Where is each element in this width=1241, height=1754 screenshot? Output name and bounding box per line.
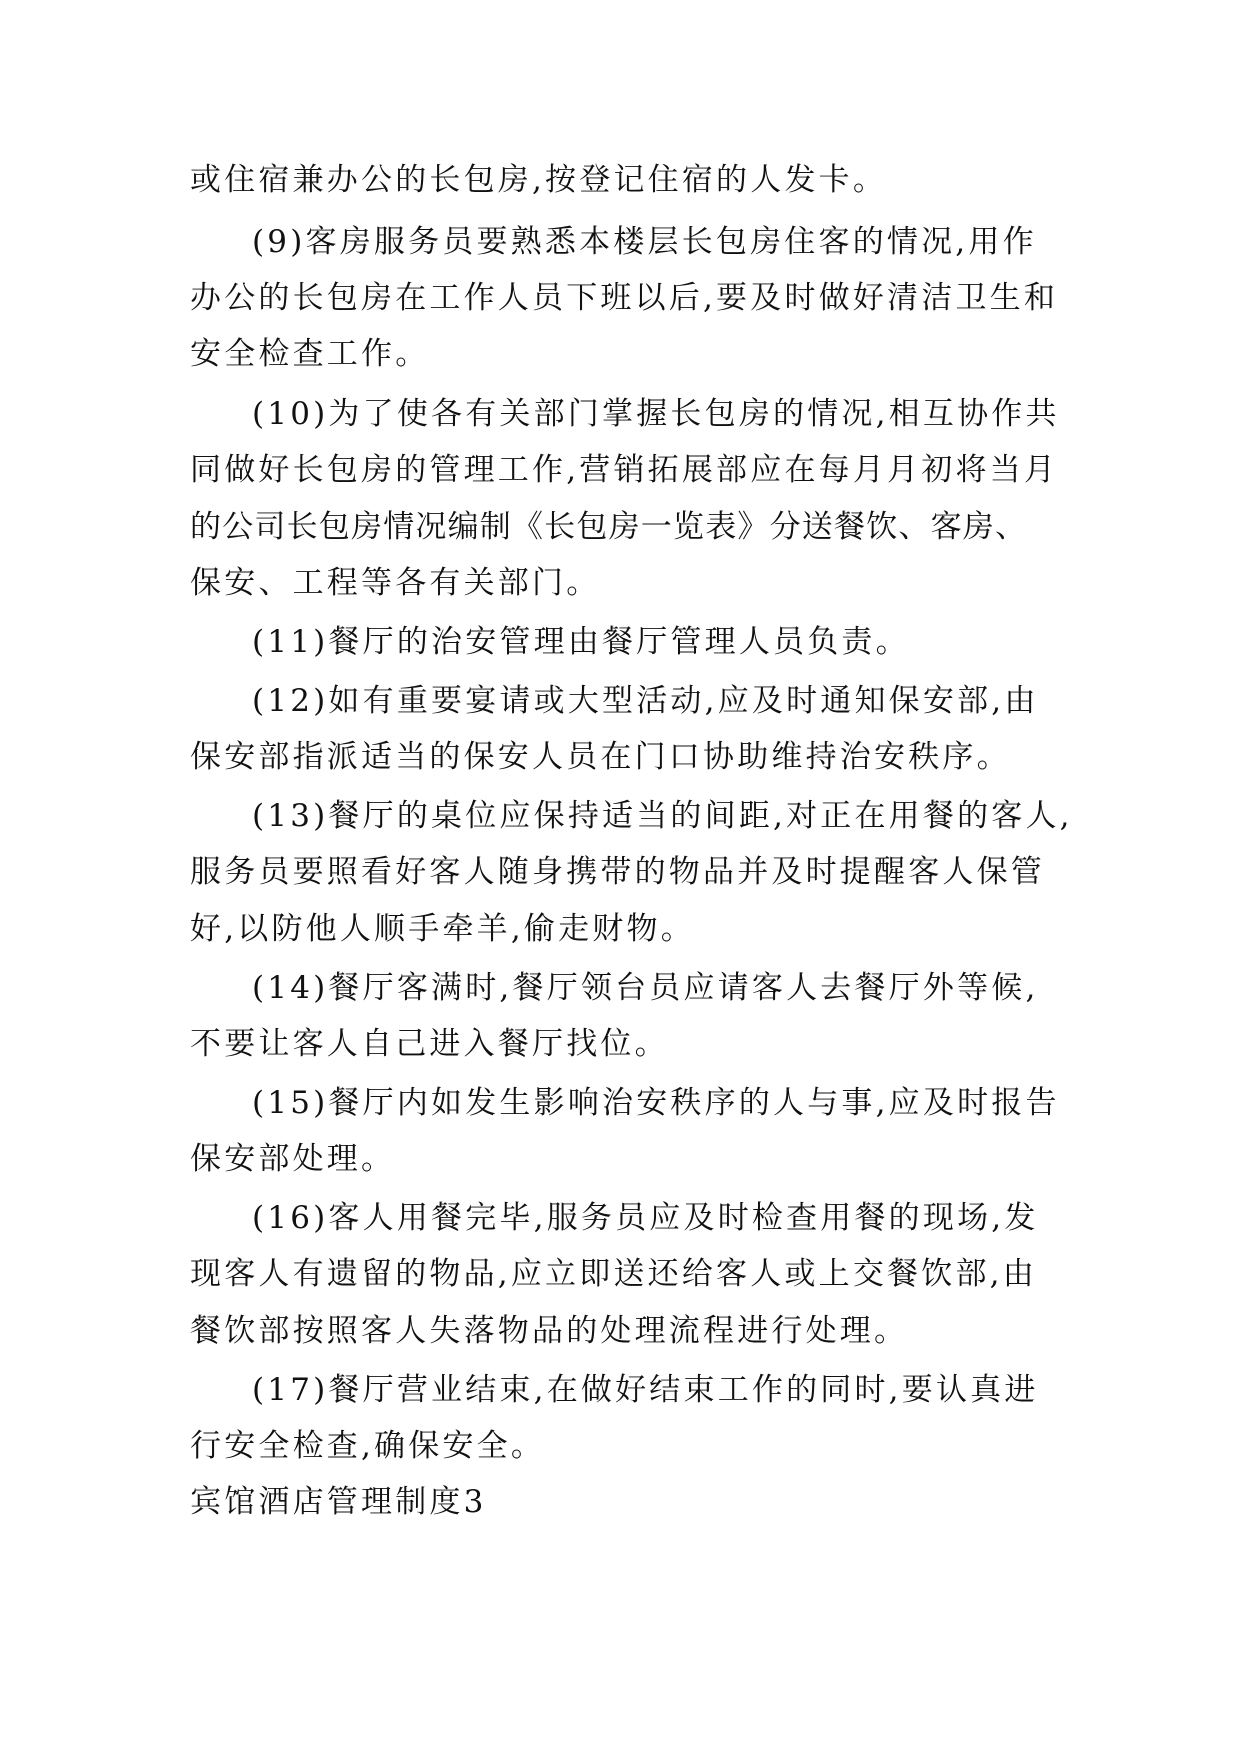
text-line-16: 不要让客人自己进入餐厅找位。 bbox=[190, 1026, 669, 1062]
text-line-21: 餐饮部按照客人失落物品的处理流程进行处理。 bbox=[190, 1313, 909, 1349]
text-line-5: (10)为了使各有关部门掌握长包房的情况,相互协作共 bbox=[252, 396, 1060, 432]
text-line-2: (9)客房服务员要熟悉本楼层长包房住客的情况,用作 bbox=[252, 224, 1037, 260]
text-line-13: 服务员要照看好客人随身携带的物品并及时提醒客人保管 bbox=[190, 854, 1045, 890]
text-line-10: (12)如有重要宴请或大型活动,应及时通知保安部,由 bbox=[252, 683, 1039, 719]
text-line-8: 保安、工程等各有关部门。 bbox=[190, 565, 601, 601]
text-line-1: 或住宿兼办公的长包房,按登记住宿的人发卡。 bbox=[190, 162, 888, 198]
section-heading: 宾馆酒店管理制度3 bbox=[190, 1484, 487, 1520]
text-line-15: (14)餐厅客满时,餐厅领台员应请客人去餐厅外等候, bbox=[252, 970, 1039, 1006]
text-line-18: 保安部处理。 bbox=[190, 1141, 396, 1177]
text-line-22: (17)餐厅营业结束,在做好结束工作的同时,要认真进 bbox=[252, 1372, 1039, 1408]
text-line-4: 安全检查工作。 bbox=[190, 336, 430, 372]
text-line-14: 好,以防他人顺手牵羊,偷走财物。 bbox=[190, 911, 695, 947]
text-line-6: 同做好长包房的管理工作,营销拓展部应在每月月初将当月 bbox=[190, 452, 1059, 488]
text-line-19: (16)客人用餐完毕,服务员应及时检查用餐的现场,发 bbox=[252, 1200, 1039, 1236]
text-line-7: 的公司长包房情况编制《长包房一览表》分送餐饮、客房、 bbox=[190, 509, 1028, 545]
text-line-20: 现客人有遗留的物品,应立即送还给客人或上交餐饮部,由 bbox=[190, 1256, 1037, 1292]
text-line-9: (11)餐厅的治安管理由餐厅管理人员负责。 bbox=[252, 624, 910, 660]
text-line-12: (13)餐厅的桌位应保持适当的间距,对正在用餐的客人, bbox=[252, 798, 1073, 834]
text-line-23: 行安全检查,确保安全。 bbox=[190, 1428, 546, 1464]
text-line-3: 办公的长包房在工作人员下班以后,要及时做好清洁卫生和 bbox=[190, 280, 1059, 316]
text-line-17: (15)餐厅内如发生影响治安秩序的人与事,应及时报告 bbox=[252, 1085, 1060, 1121]
text-line-11: 保安部指派适当的保安人员在门口协助维持治安秩序。 bbox=[190, 739, 1011, 775]
